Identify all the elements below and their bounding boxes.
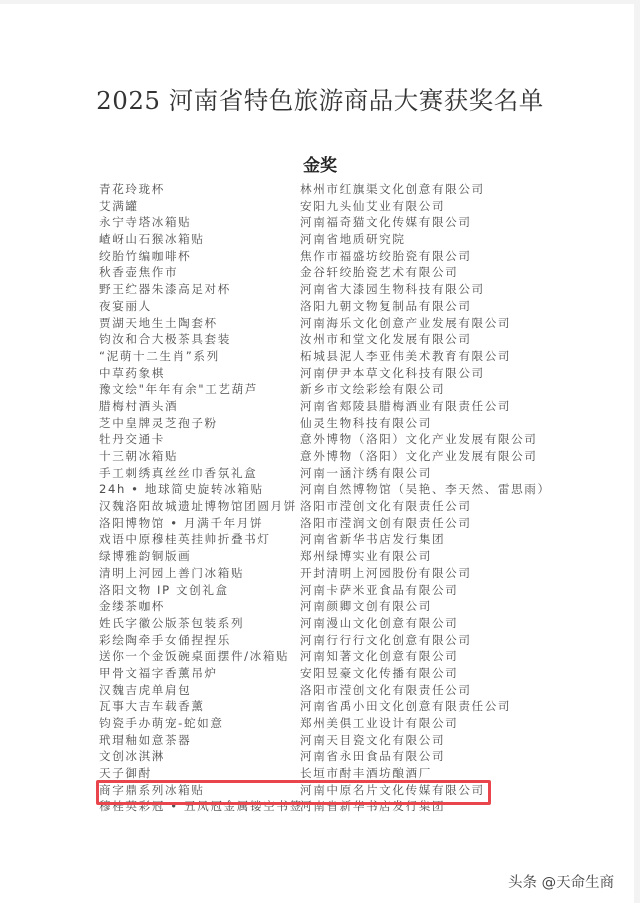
page-title: 2025 河南省特色旅游商品大赛获奖名单 [96,86,544,115]
award-row [99,298,559,315]
company-name: 河南自然博物馆（吴艳、李天然、雷思雨） [300,482,551,497]
company-name: 河南伊尹本草文化科技有限公司 [300,365,485,380]
company-name: 河南卡萨米亚食品有限公司 [300,582,459,597]
product-name: 洛阳文物 IP 文创礼盒 [99,582,229,597]
company-name: 河南省地质研究院 [300,232,406,247]
product-name: 夜宴丽人 [99,298,152,313]
product-name: “泥萌十二生肖”系列 [99,348,220,363]
award-row [99,181,559,198]
company-name: 河南省禹小田文化创意有限责任公司 [300,699,512,714]
award-row [99,632,559,649]
company-name: 河南一涵汴绣有限公司 [300,465,432,480]
company-name: 河南颜卿文创有限公司 [300,599,432,614]
product-name: 汉魏洛阳故城遗址博物馆团圆月饼 [99,499,297,514]
company-name: 洛阳市滢润文创有限责任公司 [300,515,472,530]
award-row [99,531,559,548]
company-name: 河南知著文化创意有限公司 [300,649,459,664]
product-name: 瓦事大吉车载香薰 [99,699,205,714]
product-name: 商字鼎系列冰箱贴 [99,782,205,797]
company-name: 安阳昱豪文化传播有限公司 [300,665,459,680]
award-row [99,448,559,465]
product-name: 秋香壶焦作市 [99,265,179,280]
award-row [99,748,559,765]
company-name: 河南省郏陵县腊梅酒业有限责任公司 [300,398,512,413]
product-name: 中草药象棋 [99,365,165,380]
award-row [99,331,559,348]
award-row [99,381,559,398]
award-row [99,281,559,298]
award-row [99,665,559,682]
award-row [99,431,559,448]
product-name: 天子御酎 [99,766,152,781]
company-name: 洛阳九朝文物复制品有限公司 [300,298,472,313]
award-row [99,698,559,715]
product-name: 彩绘陶牵手女俑捏捏乐 [99,632,231,647]
product-name: 牡丹交通卡 [99,432,165,447]
product-name: 玳瑁釉如意茶器 [99,732,192,747]
company-name: 河南省新华书店发行集团 [300,799,446,814]
product-name: 芝中皇牌灵芝孢子粉 [99,415,218,430]
company-name: 林州市红旗渠文化创意有限公司 [300,182,485,196]
company-name: 新乡市文绘彩绘有限公司 [300,382,446,397]
product-name: 清明上河园上善门冰箱贴 [99,565,245,580]
award-row [99,481,559,498]
product-name: 钧汝和合大极茶具套装 [99,332,231,347]
product-name: 手工刺绣真丝丝巾香氛礼盒 [99,465,258,480]
product-name: 姓氏字徽公版茶包装系列 [99,615,245,630]
product-name: 绞胎竹编咖啡杯 [99,248,192,263]
product-name: 贾湖天地生土陶套杯 [99,315,218,330]
award-row [99,315,559,332]
award-row [99,782,559,799]
product-name: 甲骨文福字香薰吊炉 [99,665,218,680]
product-name: 送你一个金饭碗桌面摆件/冰箱贴 [99,649,290,664]
award-row [99,598,559,615]
section-title-gold-award: 金奖 [303,156,337,176]
product-name: 洛阳博物馆 • 月满千年月饼 [99,515,264,530]
award-row [99,765,559,782]
company-name: 金谷轩绞胎瓷艺术有限公司 [300,265,459,280]
award-row [99,498,559,515]
company-name: 安阳九头仙艾业有限公司 [300,198,446,213]
company-name: 河南省大漆园生物科技有限公司 [300,282,485,297]
award-row [99,582,559,599]
company-name: 意外博物（洛阳）文化产业发展有限公司 [300,432,538,447]
award-row [99,732,559,749]
company-name: 柘城县泥人李亚伟美术教育有限公司 [300,348,512,363]
company-name: 洛阳市滢创文化有限责任公司 [300,499,472,514]
award-row [99,515,559,532]
award-row [99,365,559,382]
company-name: 河南天目瓷文化有限公司 [300,732,446,747]
company-name: 河南行行行文化创意有限公司 [300,632,472,647]
award-row [99,548,559,565]
award-row [99,264,559,281]
company-name: 郑州绿博实业有限公司 [300,549,432,564]
watermark: 头条 @天命生商 [508,875,615,891]
company-name: 长垣市酎丰酒坊酿酒厂 [300,766,432,781]
award-row [99,465,559,482]
product-name: 腊梅村酒头酒 [99,398,179,413]
company-name: 河南省永田食品有限公司 [300,749,446,764]
product-name: 24h • 地球简史旋转冰箱贴 [99,482,264,497]
company-name: 开封清明上河园股份有限公司 [300,565,472,580]
award-row [99,715,559,732]
company-name: 汝州市和堂文化发展有限公司 [300,332,472,347]
company-name: 仙灵生物科技有限公司 [300,415,432,430]
company-name: 河南福奇猫文化传媒有限公司 [300,215,472,230]
product-name: 野王纻器朱漆高足对杯 [99,282,231,297]
award-row [99,398,559,415]
award-row [99,214,559,231]
product-name: 嵖岈山石猴冰箱贴 [99,232,205,247]
company-name: 洛阳市滢创文化有限责任公司 [300,682,472,697]
product-name: 艾满罐 [99,198,139,213]
product-name: 永宁寺塔冰箱贴 [99,215,192,230]
company-name: 河南漫山文化创意有限公司 [300,615,459,630]
product-name: 穆桂英彩冠 • 五凤冠金属镂空书签 [99,799,303,814]
award-row [99,798,559,815]
award-row [99,348,559,365]
award-row [99,682,559,699]
award-list [99,181,559,815]
product-name: 金缕茶咖杯 [99,599,165,614]
award-row [99,198,559,215]
company-name: 河南省新华书店发行集团 [300,532,446,547]
product-name: 文创冰淇淋 [99,749,165,764]
product-name: 绿博雅韵铜版画 [99,549,192,564]
company-name: 郑州美俱工业设计有限公司 [300,716,459,730]
product-name: 十三朝冰箱贴 [99,449,179,463]
award-row [99,231,559,248]
product-name: 钧瓷手办萌宠-蛇如意 [99,716,224,730]
award-row [99,648,559,665]
product-name: 汉魏吉虎单肩包 [99,682,192,697]
product-name: 戏语中原穆桂英挂帅折叠书灯 [99,532,271,547]
product-name: 豫文绘"年年有余"工艺葫芦 [99,382,258,397]
award-row [99,615,559,632]
product-name: 青花玲珑杯 [99,182,165,196]
company-name: 河南中原名片文化传媒有限公司 [300,782,485,797]
company-name: 河南海乐文化创意产业发展有限公司 [300,315,512,330]
award-row [99,415,559,432]
award-row [99,248,559,265]
company-name: 焦作市福盛坊绞胎瓷有限公司 [300,248,472,263]
company-name: 意外博物（洛阳）文化产业发展有限公司 [300,449,538,463]
award-row [99,565,559,582]
